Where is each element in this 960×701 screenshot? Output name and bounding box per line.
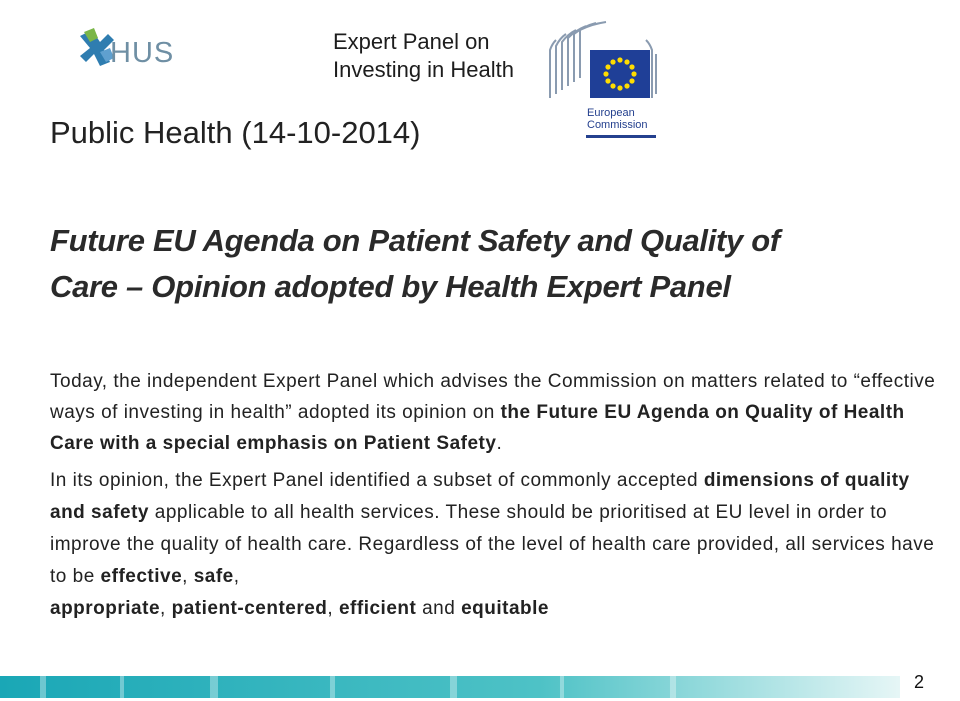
p1-text-2: . (496, 433, 503, 454)
p1-bold-1: the Future EU Agenda on Quality of Health Care with a special emphasis on Patient Safety (50, 402, 905, 454)
p2-text-3: , (182, 566, 194, 587)
p2-text-4: , (233, 566, 240, 587)
p2-text-6: , (327, 598, 339, 619)
p2-text-2: applicable to all health services. These should be prioritised at EU level in order to improve the quality of health care. Regardless of the level of health care provided, all services have to be (50, 502, 935, 587)
paragraph-1 (50, 366, 950, 459)
p2-bold-6: efficient (338, 598, 417, 619)
hus-logo-text: HUS (110, 37, 175, 69)
european-commission-logo-text (587, 107, 648, 131)
ec-line-2: Commission (587, 119, 648, 131)
headline-line-2: Care – Opinion adopted by Health Expert Panel (50, 269, 731, 304)
p2-text-5: , (160, 598, 172, 619)
p2-bold-4: appropriate (50, 598, 161, 619)
p2-bold-2: effective (100, 566, 183, 587)
page-number: 2 (914, 672, 925, 692)
p2-bold-1: dimensions of quality and safety (50, 470, 910, 523)
panel-title-line-2: Investing in Health (333, 57, 514, 82)
ec-line-1: European (587, 107, 635, 119)
headline (50, 218, 950, 310)
page-title: Public Health (14-10-2014) (50, 115, 421, 150)
paragraph-2 (50, 465, 950, 625)
panel-title (333, 28, 514, 84)
p2-bold-3: safe (193, 566, 234, 587)
p2-bold-5: patient-centered (171, 598, 328, 619)
footer-bar (0, 676, 900, 698)
p1-text-1: Today, the independent Expert Panel which advises the Commission on matters related to “effective ways of investing in health” adopted its opinion on (50, 371, 936, 423)
p2-text-1: In its opinion, the Expert Panel identified a subset of commonly accepted (50, 470, 704, 491)
p2-text-7: and (416, 598, 462, 619)
headline-line-1: Future EU Agenda on Patient Safety and Quality of (50, 223, 780, 258)
panel-title-line-1: Expert Panel on (333, 29, 490, 54)
p2-bold-7: equitable (461, 598, 549, 619)
